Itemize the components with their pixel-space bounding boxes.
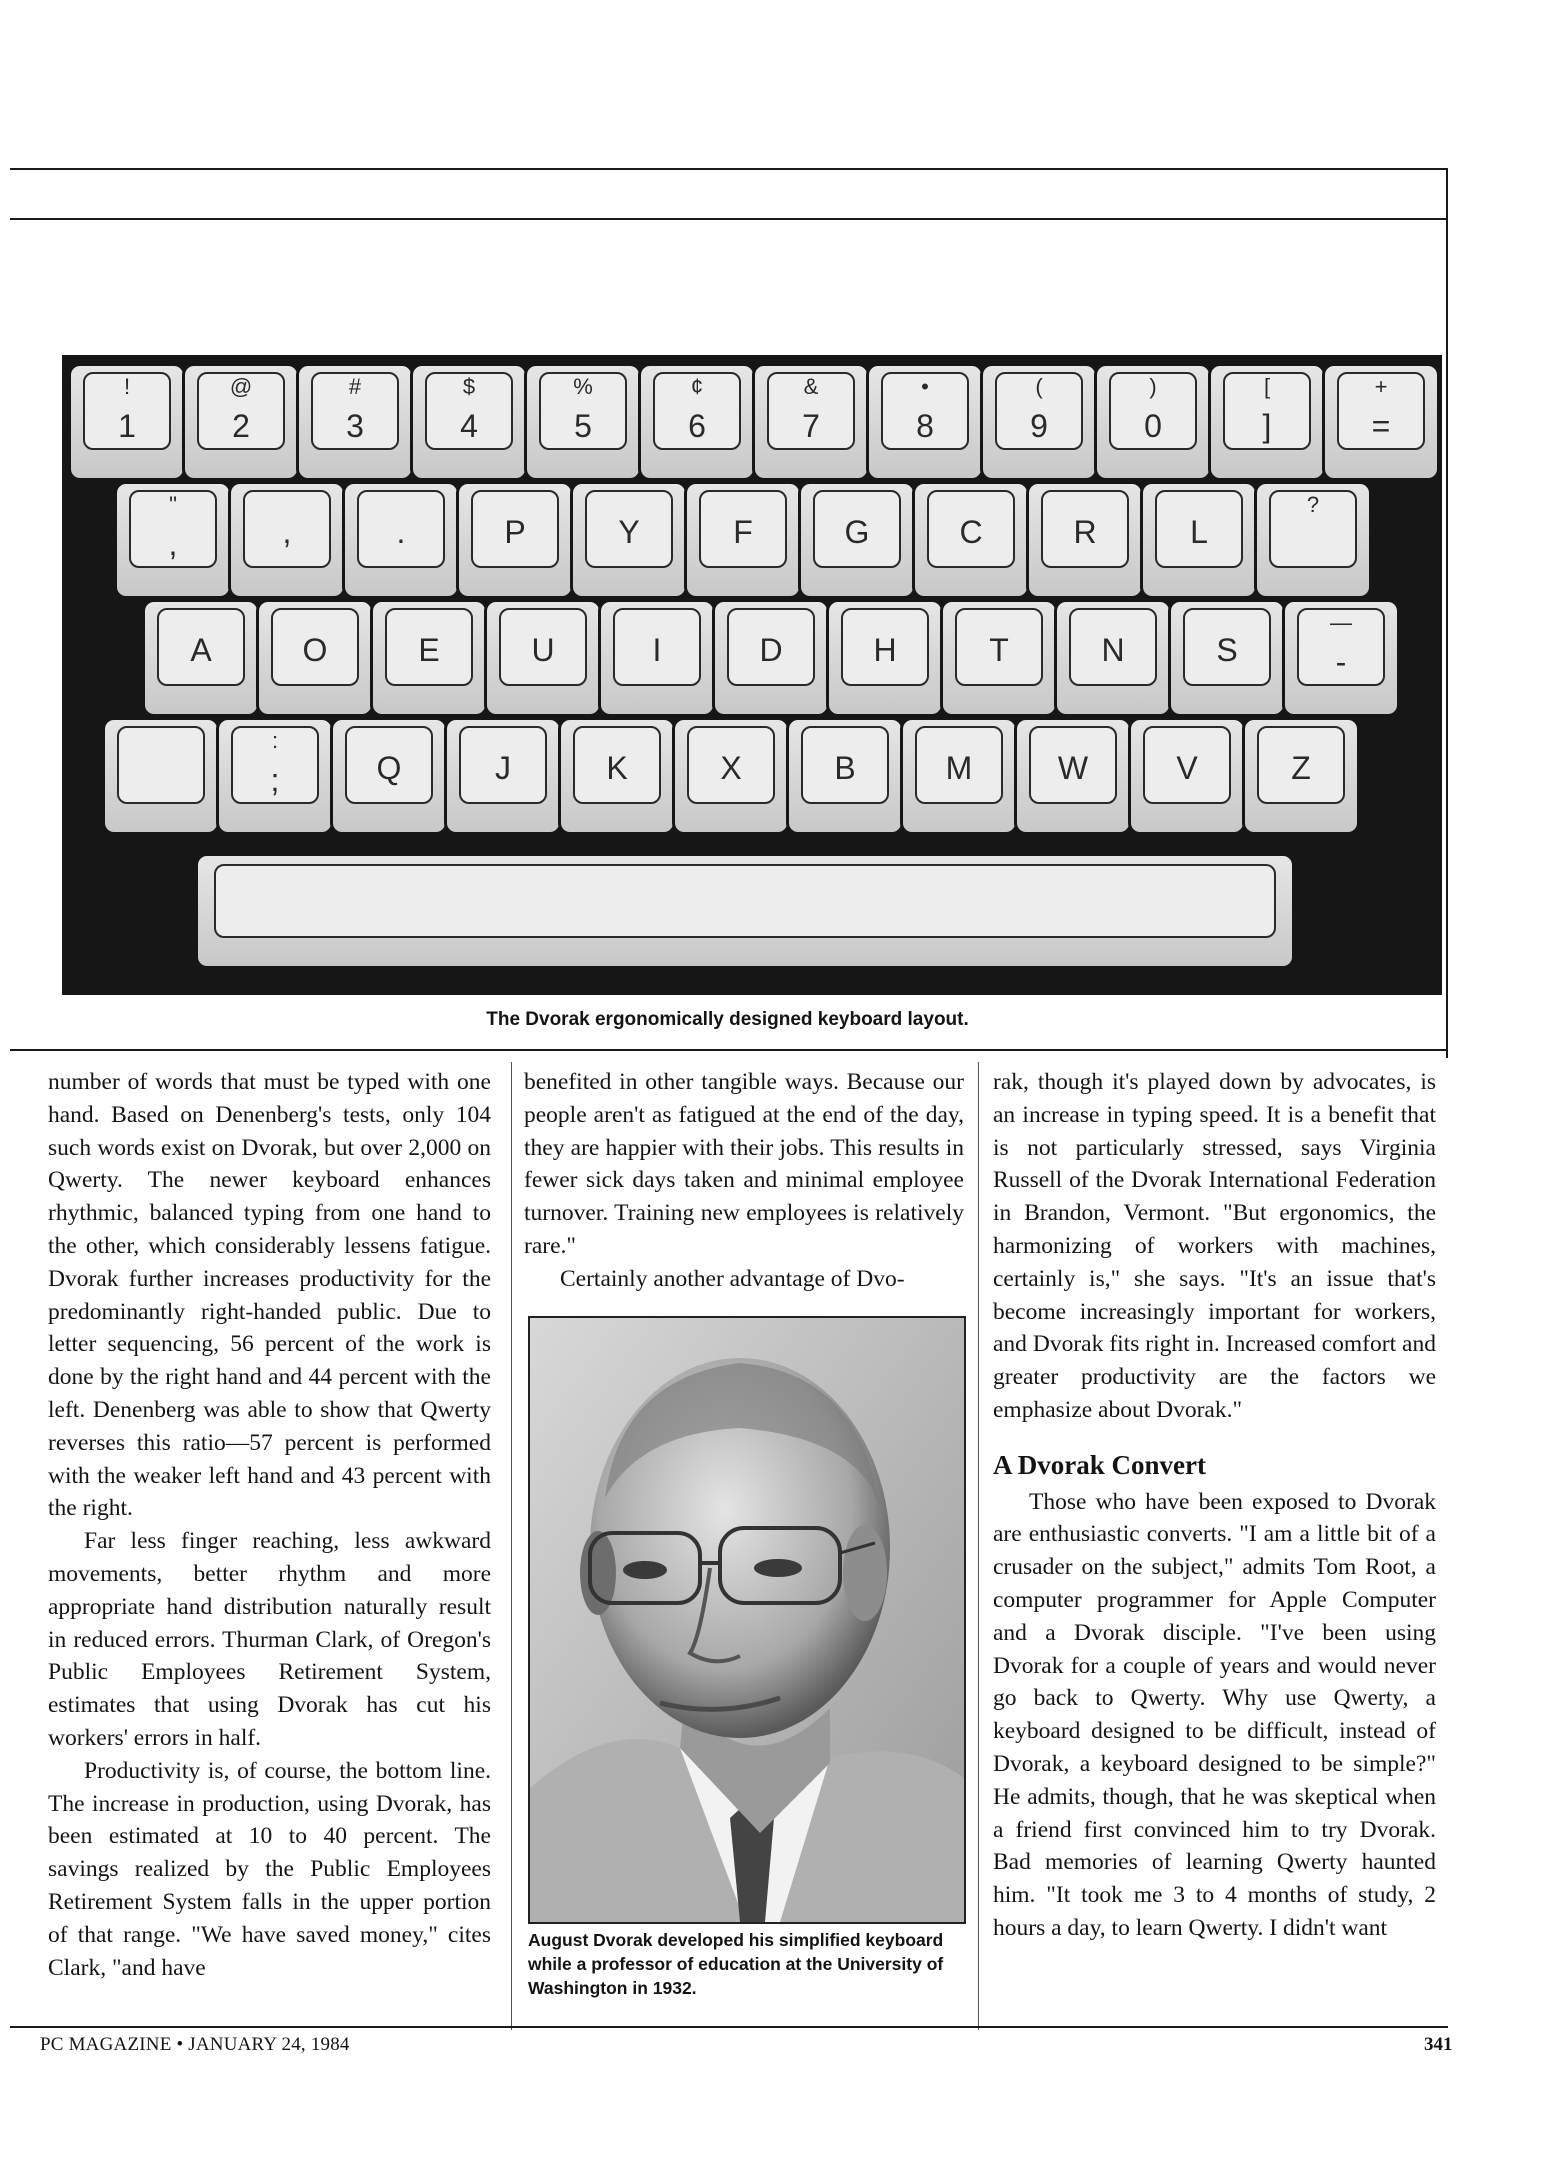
keycap-face xyxy=(573,726,661,804)
keycap-label: = xyxy=(1371,408,1391,444)
keycap xyxy=(484,599,602,717)
keycap-shift-label: $ xyxy=(462,374,476,399)
keycap-label: 4 xyxy=(460,408,478,444)
spacebar-face xyxy=(214,864,1276,938)
keycap xyxy=(866,363,984,481)
article-column-2 xyxy=(524,1066,964,1296)
keycap-label: G xyxy=(844,514,870,550)
keycap-label: B xyxy=(834,750,856,786)
keycap-label: - xyxy=(1335,644,1347,680)
keycap xyxy=(142,599,260,717)
photo-caption: August Dvorak developed his simplified keyboard while a professor of education at the University of Washington in 1932. xyxy=(528,1930,944,1998)
keycap-face xyxy=(345,726,433,804)
footer-rule xyxy=(10,2026,1448,2028)
august-dvorak-photo xyxy=(528,1316,966,1924)
keycap xyxy=(672,717,790,835)
keycap-shift-label: & xyxy=(803,374,819,399)
keycap-label: Y xyxy=(618,514,640,550)
keycap-face xyxy=(459,726,547,804)
frame-right-rule xyxy=(1446,168,1448,220)
keycap-label: W xyxy=(1057,750,1089,786)
keycap-shift-label: • xyxy=(921,374,929,399)
keycap xyxy=(752,363,870,481)
magazine-footer: PC MAGAZINE • JANUARY 24, 1984 xyxy=(40,2034,350,2055)
keycap-face xyxy=(471,490,559,568)
keycap xyxy=(256,599,374,717)
paragraph: benefited in other tangible ways. Because our people aren't as fatigued at the end of the day, they are happier with their jobs. This results in fewer sick days taken and minimal employee turnover. Training new employees is relatively rare." xyxy=(524,1069,964,1259)
keycap-face xyxy=(197,372,285,450)
keycap-shift-label: ) xyxy=(1149,374,1157,399)
keycap-label: K xyxy=(606,750,628,786)
keycap-face xyxy=(841,608,929,686)
dvorak-keyboard-illustration xyxy=(62,355,1442,995)
keycap-shift-label: @ xyxy=(229,374,253,399)
keycap-face xyxy=(83,372,171,450)
article-column-3 xyxy=(993,1066,1436,1945)
top-rule xyxy=(10,168,1448,170)
keycap-label: 1 xyxy=(118,408,136,444)
keycap-face xyxy=(955,608,1043,686)
keycap-face xyxy=(801,726,889,804)
keycap-label: O xyxy=(302,632,328,668)
frame-right-rule-lower xyxy=(1446,218,1448,1058)
keycap-label: . xyxy=(396,514,406,550)
keycap-shift-label: % xyxy=(573,374,593,399)
keycap-face xyxy=(727,608,815,686)
keycap xyxy=(912,481,1030,599)
keycap xyxy=(638,363,756,481)
keycap xyxy=(940,599,1058,717)
keycap xyxy=(1128,717,1246,835)
keycap-label: T xyxy=(989,632,1009,668)
keycap-label: 6 xyxy=(688,408,706,444)
keycap-label: V xyxy=(1176,750,1198,786)
keycap-face xyxy=(699,490,787,568)
keycap-shift-label: # xyxy=(348,374,362,399)
keycap-face xyxy=(1041,490,1129,568)
keycap xyxy=(68,363,186,481)
keycap-face xyxy=(1029,726,1117,804)
keycap xyxy=(1054,599,1172,717)
keycap-label: 9 xyxy=(1030,408,1048,444)
keyboard-caption: The Dvorak ergonomically designed keyboard layout. xyxy=(486,1009,969,1030)
keycap-label: 0 xyxy=(1144,408,1162,444)
keycap-label: D xyxy=(759,632,783,668)
keycap-face xyxy=(117,726,205,804)
keycap-shift-label: ! xyxy=(123,374,131,399)
keycap-face xyxy=(767,372,855,450)
keycap-label: 8 xyxy=(916,408,934,444)
spacebar xyxy=(195,853,1295,969)
keycap-shift-label: + xyxy=(1374,374,1388,399)
keycap xyxy=(456,481,574,599)
keycap xyxy=(410,363,528,481)
article-column-1 xyxy=(48,1066,491,1984)
keycap-face xyxy=(1297,608,1385,686)
keycap xyxy=(102,717,220,835)
keycap xyxy=(296,363,414,481)
keycap-face xyxy=(1069,608,1157,686)
keycap xyxy=(570,481,688,599)
keycap-label: Q xyxy=(376,750,402,786)
keycap-shift-label: ? xyxy=(1306,492,1320,517)
keycap-shift-label: : xyxy=(271,728,279,753)
keycap xyxy=(1026,481,1144,599)
keycap-shift-label: ¢ xyxy=(690,374,704,399)
keycap-label: 7 xyxy=(802,408,820,444)
keycap-shift-label: " xyxy=(169,492,177,517)
keycap xyxy=(684,481,802,599)
keycap xyxy=(1094,363,1212,481)
keycap xyxy=(712,599,830,717)
keycap-label: R xyxy=(1073,514,1097,550)
keycap-face xyxy=(585,490,673,568)
keycap-face xyxy=(1183,608,1271,686)
keycap xyxy=(444,717,562,835)
keycap xyxy=(598,599,716,717)
paragraph: Far less finger reaching, less awkward movements, better rhythm and more appropriate hand distribution naturally result in reduced errors. Thurman Clark, of Oregon's Public Employees Retirement System, estimates that using Dvorak has cut his workers' errors in half. xyxy=(48,1528,491,1751)
keycap xyxy=(900,717,1018,835)
keycap-face xyxy=(1257,726,1345,804)
keycap-label: E xyxy=(418,632,440,668)
keycap-face xyxy=(687,726,775,804)
keycap-label: X xyxy=(720,750,742,786)
keycap-label: L xyxy=(1190,514,1208,550)
keycap-label: P xyxy=(504,514,526,550)
keycap xyxy=(1168,599,1286,717)
caption-rule xyxy=(10,1049,1448,1051)
keycap-label: S xyxy=(1216,632,1238,668)
keycap xyxy=(524,363,642,481)
keycap xyxy=(330,717,448,835)
keycap-label: F xyxy=(733,514,753,550)
keycap-label: 5 xyxy=(574,408,592,444)
keycap-face xyxy=(915,726,1003,804)
keycap xyxy=(786,717,904,835)
paragraph: rak, though it's played down by advocates, is an increase in typing speed. It is a benefit that is not particularly stressed, says Virginia Russell of the Dvorak International Federation in Brandon, Vermont. "But ergonomics, the harmonizing of workers with machines, certainly is," she says. "It's an issue that's become increasingly important for workers, and Dvorak fits right in. Increased comfort and greater productivity are the factors we emphasize about Dvorak." xyxy=(993,1069,1436,1423)
keycap-face xyxy=(385,608,473,686)
keycap-face xyxy=(613,608,701,686)
keycap-shift-label: — xyxy=(1330,610,1352,635)
keycap-label: U xyxy=(531,632,555,668)
paragraph: Productivity is, of course, the bottom line. The increase in production, using Dvorak, has been estimated at 10 to 40 percent. The savings realized by the Public Employees Retirement System falls in the upper portion of that range. "We have saved money," cites Clark, "and have xyxy=(48,1757,491,1981)
column-divider xyxy=(511,1062,512,2030)
keycap-label: H xyxy=(873,632,897,668)
keycap-face xyxy=(653,372,741,450)
keycap xyxy=(370,599,488,717)
paragraph: number of words that must be typed with one hand. Based on Denenberg's tests, only 104 such words exist on Dvorak, but over 2,000 on Qwerty. The newer keyboard enhances rhythmic, balanced typing from one hand to the other, which considerably lessens fatigue. Dvorak further increases productivity for the predominantly right-handed public. Due to letter sequencing, 56 percent of the work is done by the right hand and 44 percent with the left. Denenberg was able to show that Qwerty reverses this ratio—57 percent is performed with the weaker left hand and 43 percent with the right. xyxy=(48,1069,491,1522)
keycap xyxy=(1242,717,1360,835)
keycap-face xyxy=(129,490,217,568)
keycap-face xyxy=(425,372,513,450)
keycap xyxy=(558,717,676,835)
keycap-face xyxy=(881,372,969,450)
keycap-label: A xyxy=(190,632,212,668)
keycap xyxy=(1254,481,1372,599)
keycap-label: ] xyxy=(1262,408,1272,444)
keycap-face xyxy=(311,372,399,450)
keycap xyxy=(182,363,300,481)
keycap-label: M xyxy=(945,750,973,786)
keycap-face xyxy=(1337,372,1425,450)
keycap-label: ; xyxy=(270,762,280,798)
paragraph: Those who have been exposed to Dvorak are enthusiastic converts. "I am a little bit of a crusader on the subject," admits Tom Root, a computer programmer for Apple Computer and a Dvorak disciple. "I've been using Dvorak for a couple of years and would never go back to Qwerty. Why use Qwerty, a keyboard designed to be difficult, instead of Dvorak, a keyboard designed to be simple?" He admits, though, that he was skeptical when a friend first convinced him to try Dvorak. Bad memories of learning Qwerty haunted him. "It took me 3 to 4 months of study, 2 hours a day, to learn Qwerty. I didn't want xyxy=(993,1488,1436,1941)
paragraph: Certainly another advantage of Dvo- xyxy=(560,1265,905,1292)
keycap-label: J xyxy=(495,750,511,786)
keycap xyxy=(342,481,460,599)
keycap-face xyxy=(243,490,331,568)
keycap-face xyxy=(1269,490,1357,568)
keycap xyxy=(798,481,916,599)
keycap xyxy=(228,481,346,599)
keycap-face xyxy=(357,490,445,568)
keycap-shift-label: ( xyxy=(1035,374,1043,399)
keycap-face xyxy=(1109,372,1197,450)
keycap-face xyxy=(927,490,1015,568)
keycap xyxy=(1014,717,1132,835)
column-divider xyxy=(978,1062,979,2030)
keycap-label: I xyxy=(652,632,662,668)
keycap-face xyxy=(271,608,359,686)
keycap-label: , xyxy=(168,526,178,562)
keycap xyxy=(980,363,1098,481)
keycap-face xyxy=(813,490,901,568)
keycap-face xyxy=(1155,490,1243,568)
keycap xyxy=(216,717,334,835)
keycap-face xyxy=(231,726,319,804)
keycap xyxy=(1282,599,1400,717)
keycap xyxy=(826,599,944,717)
keycap xyxy=(1208,363,1326,481)
keycap-face xyxy=(157,608,245,686)
keycap-label: , xyxy=(282,514,292,550)
keycap-face xyxy=(1223,372,1311,450)
page-number: 341 xyxy=(1424,2034,1453,2055)
keycap-face xyxy=(539,372,627,450)
keycap xyxy=(1322,363,1440,481)
keycap-face xyxy=(499,608,587,686)
section-subhead: A Dvorak Convert xyxy=(993,1449,1206,1480)
top-inner-rule xyxy=(10,218,1448,220)
keycap-face xyxy=(995,372,1083,450)
keycap xyxy=(114,481,232,599)
keycap-label: C xyxy=(959,514,983,550)
keycap xyxy=(1140,481,1258,599)
keycap-label: 3 xyxy=(346,408,364,444)
keycap-shift-label: [ xyxy=(1263,374,1271,399)
keycap-label: 2 xyxy=(232,408,250,444)
keycap-label: Z xyxy=(1291,750,1311,786)
keycap-label: N xyxy=(1101,632,1125,668)
keycap-face xyxy=(1143,726,1231,804)
